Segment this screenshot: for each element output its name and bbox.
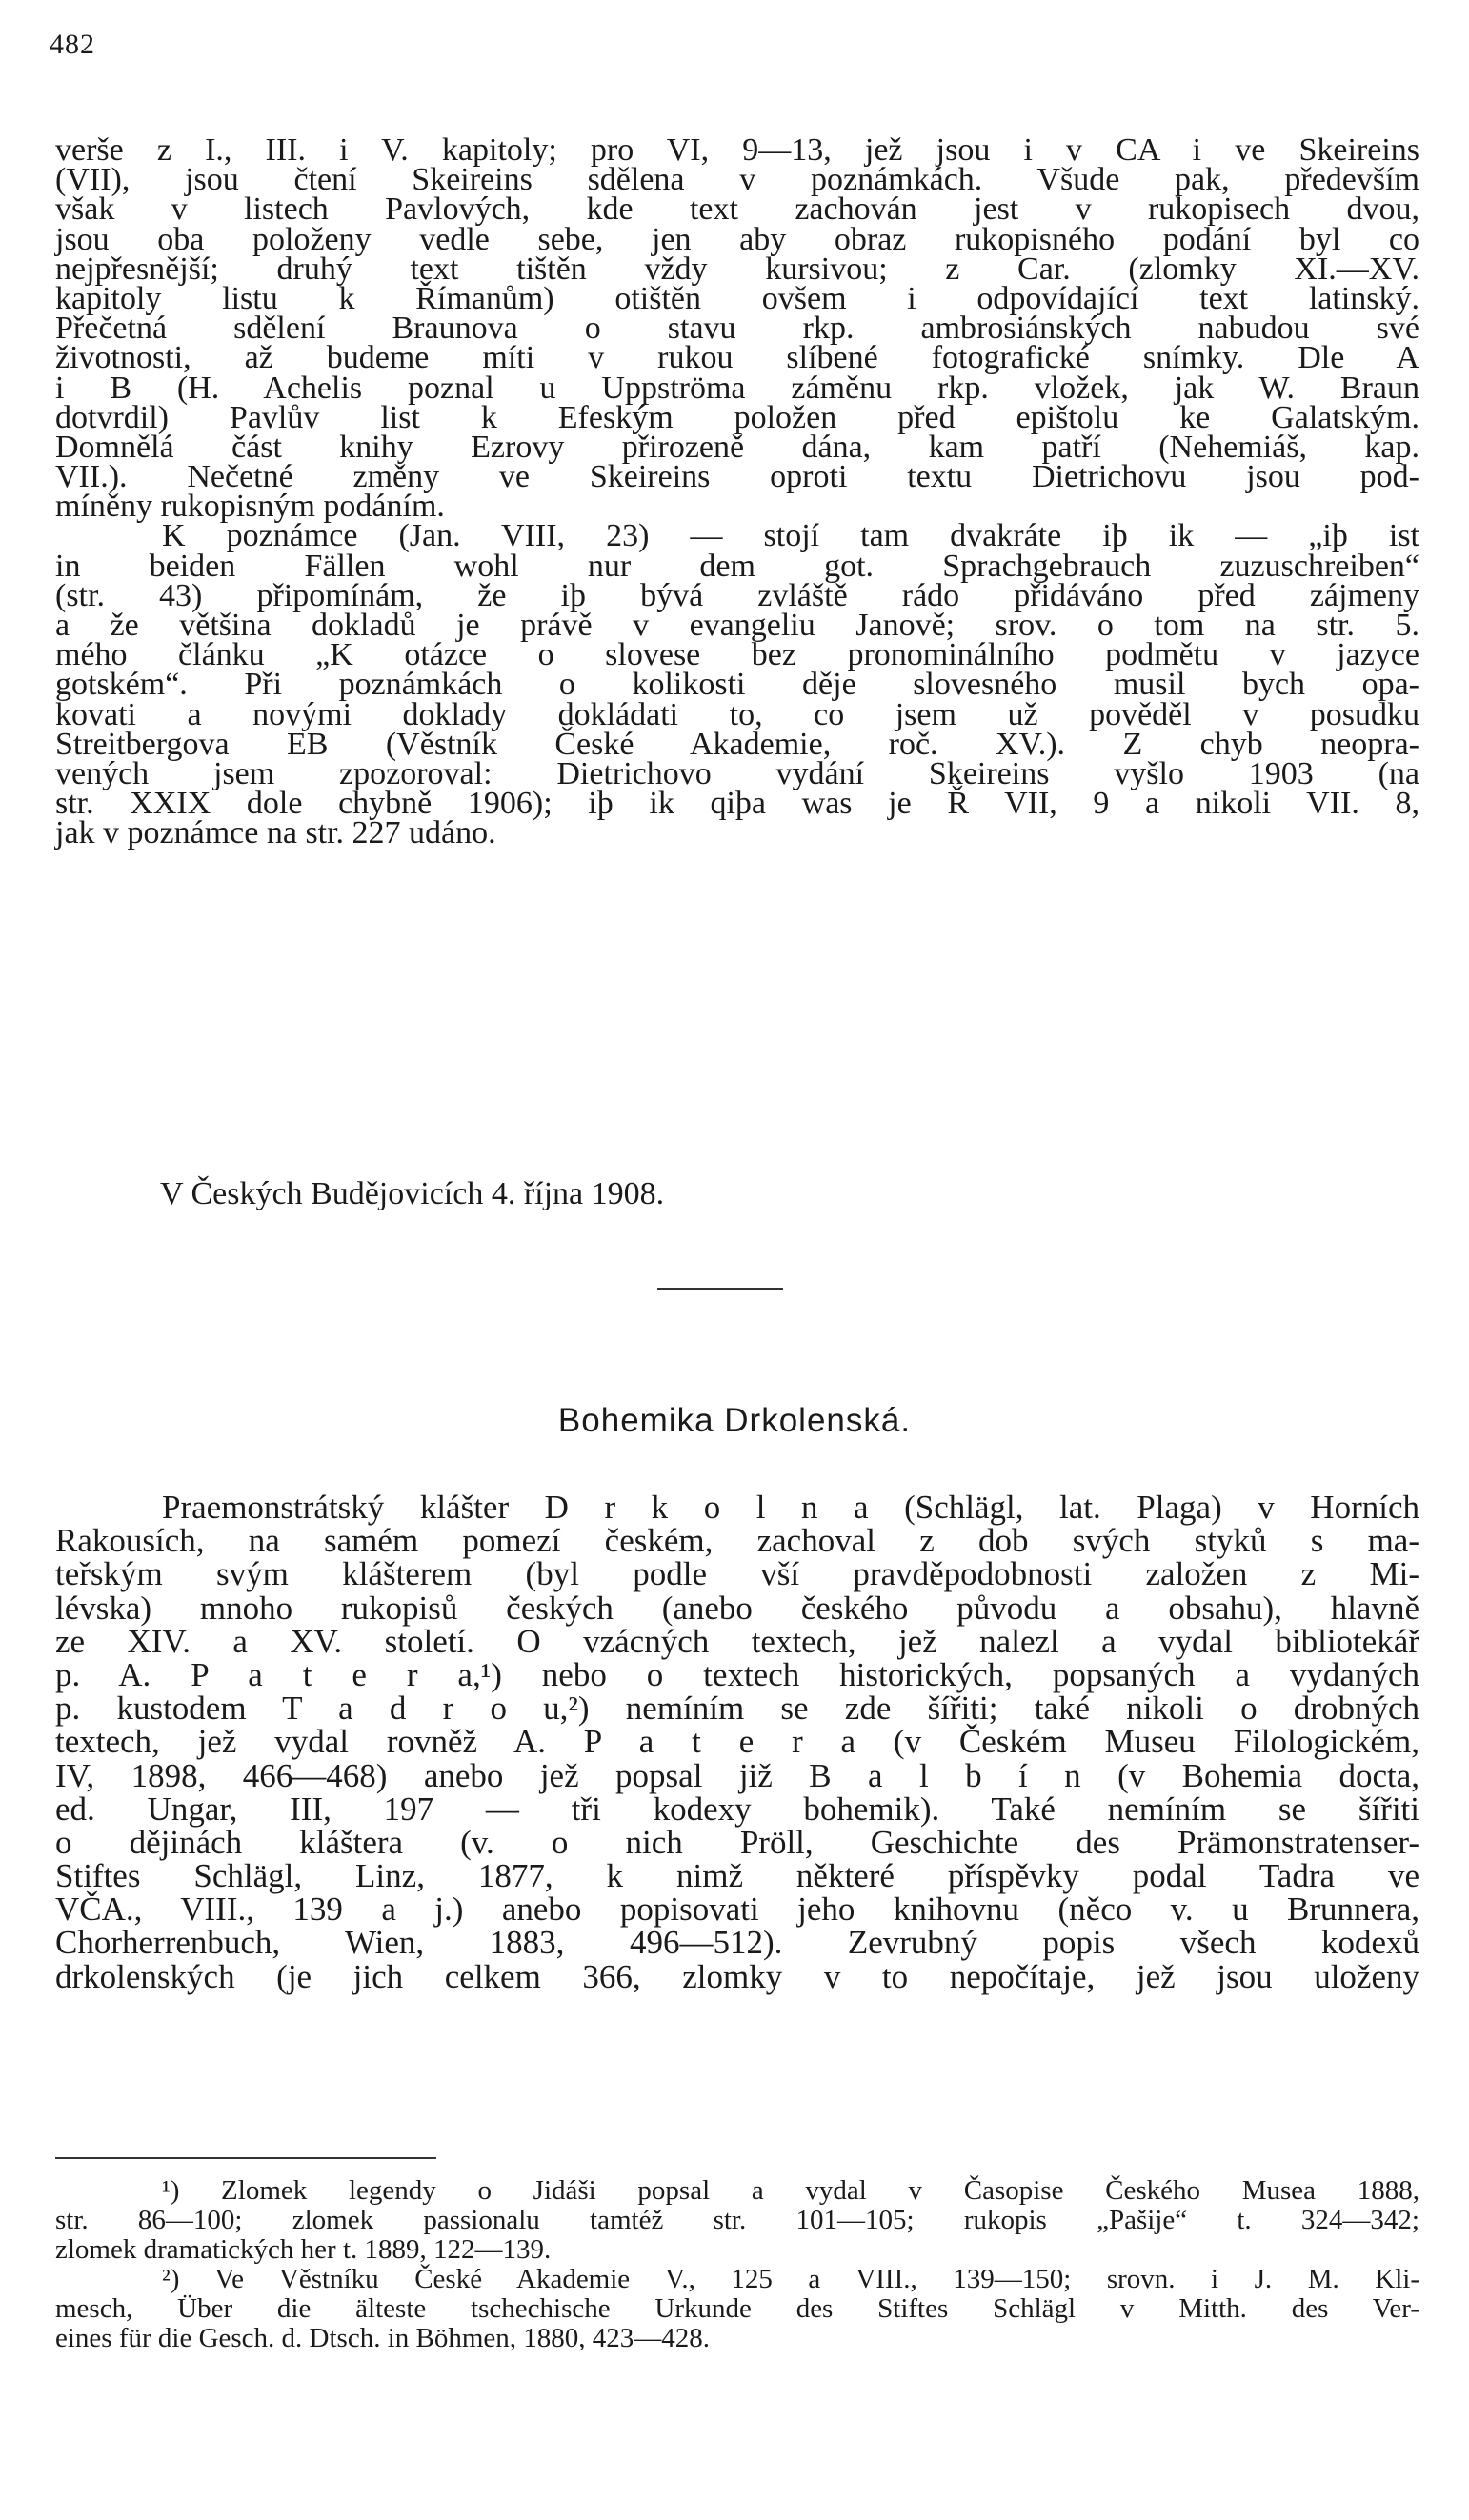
text-line: vených jsem zpozoroval: Dietrichovo vydání Skeireins vyšlo 1903 (na (55, 755, 1419, 791)
text-line: gotském“. Při poznámkách o kolikosti děje slovesného musil bych opa- (55, 667, 1419, 703)
text-line: Streitbergova EB (Věstník České Akademie, roč. XV.). Z chyb neopra- (55, 726, 1419, 762)
text-line: VII.). Nečetné změny ve Skeireins oproti textu Dietrichovu jsou pod- (55, 459, 1419, 495)
text-line: VČA., VIII., 139 a j.) anebo popisovati jeho knihovnu (něco v. u Brunnera, (55, 1890, 1419, 1929)
section-title: Bohemika Drkolenská. (557, 1402, 912, 1439)
text-line: verše z I., III. i V. kapitoly; pro VI, 9—13, jež jsou i v CA i ve Skeireins (55, 132, 1419, 168)
text-line: o dějinách kláštera (v. o nich Pröll, Geschichte des Prämonstratenser- (55, 1823, 1419, 1861)
text-line: (str. 43) připomínám, že iþ bývá zvláště rádo přidáváno před zájmeny (55, 577, 1419, 613)
text-line: Přečetná sdělení Braunova o stavu rkp. ambrosiánských nabudou své (55, 310, 1419, 347)
dateline: V Českých Budějovicích 4. října 1908. (160, 1176, 665, 1211)
text-line: IV, 1898, 466—468) anebo jež popsal již B a l b í n (v Bohemia docta, (55, 1756, 1419, 1794)
text-line: kovati a novými doklady dokládati to, co jsem už pověděl v posudku (55, 696, 1419, 732)
upper-text-block (55, 132, 1419, 851)
page-number: 482 (50, 29, 95, 60)
footnote-line: ²) Ve Věstníku České Akademie V., 125 a VIII., 139—150; srovn. i J. M. Kli- (162, 2264, 1419, 2294)
text-line: Rakousích, na samém pomezí českém, zachoval z dob svých styků s ma- (55, 1522, 1419, 1560)
text-line: p. kustodem T a d r o u,²) nemíním se zde šířiti; také nikoli o drobných (55, 1690, 1419, 1728)
text-line: Chorherrenbuch, Wien, 1883, 496—512). Zevrubný popis všech kodexů (55, 1924, 1419, 1962)
text-line: mého článku „K otázce o slovese bez pronominálního podmětu v jazyce (55, 637, 1419, 673)
text-line: lévska) mnoho rukopisů českých (anebo českého původu a obsahu), hlavně (55, 1589, 1419, 1627)
text-line: jsou oba položeny vedle sebe, jen aby obraz rukopisného podání byl co (55, 221, 1419, 257)
text-line: in beiden Fällen wohl nur dem got. Sprachgebrauch zuzuschreiben“ (55, 548, 1419, 584)
footnote-rule (55, 2157, 436, 2159)
text-line: a že většina dokladů je právě v evangeliu Janově; srov. o tom na str. 5. (55, 608, 1419, 643)
footnote-line: zlomek dramatických her t. 1889, 122—139. (55, 2234, 552, 2265)
footnotes (55, 2176, 1419, 2353)
text-line: p. A. P a t e r a,¹) nebo o textech historických, popsaných a vydaných (55, 1655, 1419, 1693)
text-line: Praemonstrátský klášter D r k o l n a (Schlägl, lat. Plaga) v Horních (162, 1489, 1419, 1526)
footnote-line: str. 86—100; zlomek passionalu tamtéž str. 101—105; rukopis „Pašije“ t. 324—342; (55, 2205, 1419, 2235)
text-line: nejpřesnější; druhý text tištěn vždy kursivou; z Car. (zlomky XI.—XV. (55, 250, 1419, 287)
footnote-line: mesch, Über die älteste tschechische Urkunde des Stiftes Schlägl v Mitth. des Ver- (55, 2293, 1419, 2324)
section-separator (657, 1288, 783, 1290)
text-line: teřským svým klášterem (byl podle vší pravděpodobnosti založen z Mi- (55, 1555, 1419, 1593)
text-line: míněny rukopisným podáním. (55, 489, 445, 525)
text-line: dotvrdil) Pavlův list k Efeským položen před epištolu ke Galatským. (55, 399, 1419, 435)
text-line: Stiftes Schlägl, Linz, 1877, k nimž některé příspěvky podal Tadra ve (55, 1857, 1419, 1895)
text-line: i B (H. Achelis poznal u Uppströma záměnu rkp. vložek, jak W. Braun (55, 370, 1419, 406)
text-line: životnosti, až budeme míti v rukou slíbené fotografické snímky. Dle A (55, 340, 1419, 376)
text-line: ze XIV. a XV. století. O vzácných textech, jež nalezl a vydal bibliotekář (55, 1622, 1419, 1660)
section-body (55, 1490, 1419, 1993)
text-line: Domnělá část knihy Ezrovy přirozeně dána, kam patří (Nehemiáš, kap. (55, 429, 1419, 465)
text-line: (VII), jsou čtení Skeireins sdělena v poznámkách. Všude pak, především (55, 162, 1419, 198)
text-line: ed. Ungar, III, 197 — tři kodexy bohemik). Také nemíním se šířiti (55, 1790, 1419, 1828)
text-line: textech, jež vydal rovněž A. P a t e r a (v Českém Museu Filologickém, (55, 1723, 1419, 1761)
text-line: kapitoly listu k Římanům) otištěn ovšem i odpovídající text latinský. (55, 280, 1419, 316)
footnote-line: ¹) Zlomek legendy o Jidáši popsal a vydal v Časopise Českého Musea 1888, (162, 2175, 1419, 2206)
text-line: drkolenských (je jich celkem 366, zlomky v to nepočítaje, jež jsou uloženy (55, 1957, 1419, 1995)
text-line: K poznámce (Jan. VIII, 23) — stojí tam dvakráte iþ ik — „iþ ist (162, 518, 1419, 554)
text-line: str. XXIX dole chybně 1906); iþ ik qiþa was je Ř VII, 9 a nikoli VII. 8, (55, 786, 1419, 822)
footnote-line: eines für die Gesch. d. Dtsch. in Böhmen, 1880, 423—428. (55, 2323, 711, 2353)
text-line: jak v poznámce na str. 227 udáno. (55, 815, 496, 851)
text-line: však v listech Pavlových, kde text zachován jest v rukopisech dvou, (55, 191, 1419, 228)
